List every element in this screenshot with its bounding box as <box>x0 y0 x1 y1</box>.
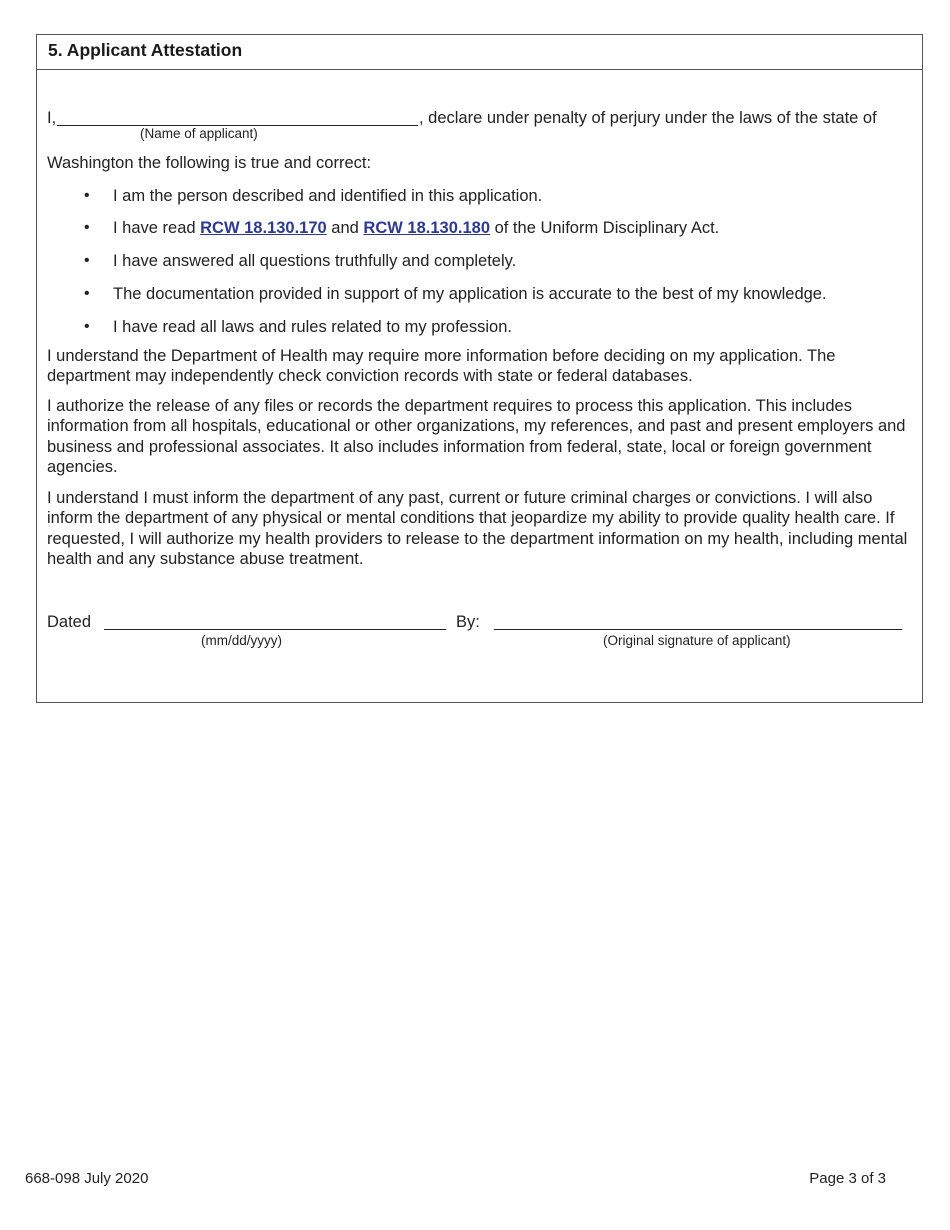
list-item: The documentation provided in support of my application is accurate to the best of my knowledge. <box>113 285 827 303</box>
list-item-rcw <box>113 218 719 238</box>
applicant-name-field[interactable] <box>57 106 418 126</box>
bullet-symbol: • <box>84 318 90 335</box>
list-item: I have answered all questions truthfully and completely. <box>113 252 517 270</box>
paragraph-release-authorization: I authorize the release of any files or records the department requires to process this application. This includes information from all hospitals, educational or other organizations, my references, and past and present employers and business and professional associates. It also includes information from federal, state, local or foreign government agencies. <box>47 397 906 477</box>
date-field[interactable] <box>104 610 446 630</box>
form-number: 668-098 July 2020 <box>25 1170 149 1187</box>
paragraph-info-request: I understand the Department of Health may require more information before deciding on my application. The department may independently check conviction records with state or federal databases. <box>47 347 836 386</box>
bullet-symbol: • <box>84 219 90 236</box>
list-item-text: of the Uniform Disciplinary Act. <box>490 219 720 237</box>
rcw-18-130-170-link[interactable]: RCW 18.130.170 <box>200 219 327 237</box>
bullet-symbol: • <box>84 252 90 269</box>
date-caption: (mm/dd/yyyy) <box>201 633 282 648</box>
bullet-symbol: • <box>84 285 90 302</box>
declaration-text: , declare under penalty of perjury under the laws of the state of <box>419 109 877 127</box>
by-label: By: <box>456 613 480 631</box>
rcw-18-130-180-link[interactable]: RCW 18.130.180 <box>363 219 490 237</box>
list-item: I am the person described and identified in this application. <box>113 187 543 205</box>
section-title: 5. Applicant Attestation <box>37 35 922 70</box>
list-item: I have read all laws and rules related to my profession. <box>113 318 512 336</box>
page-number: Page 3 of 3 <box>809 1170 886 1187</box>
signature-caption: (Original signature of applicant) <box>603 633 791 648</box>
declaration-continuation: Washington the following is true and correct: <box>47 154 372 172</box>
paragraph-disclosure-obligation: I understand I must inform the department of any past, current or future criminal charges or convictions. I will also inform the department of any physical or mental conditions that jeopardize my ability to provide quality health care. If requested, I will authorize my health providers to release to the department information on my health, including mental health and any substance abuse treatment. <box>47 489 908 569</box>
declaration-prefix: I, <box>47 109 57 127</box>
signature-field[interactable] <box>494 610 902 630</box>
list-item-text: and <box>326 219 364 237</box>
dated-label: Dated <box>47 613 92 631</box>
bullet-symbol: • <box>84 187 90 204</box>
name-caption: (Name of applicant) <box>140 126 258 141</box>
list-item-text: I have read <box>113 219 201 237</box>
